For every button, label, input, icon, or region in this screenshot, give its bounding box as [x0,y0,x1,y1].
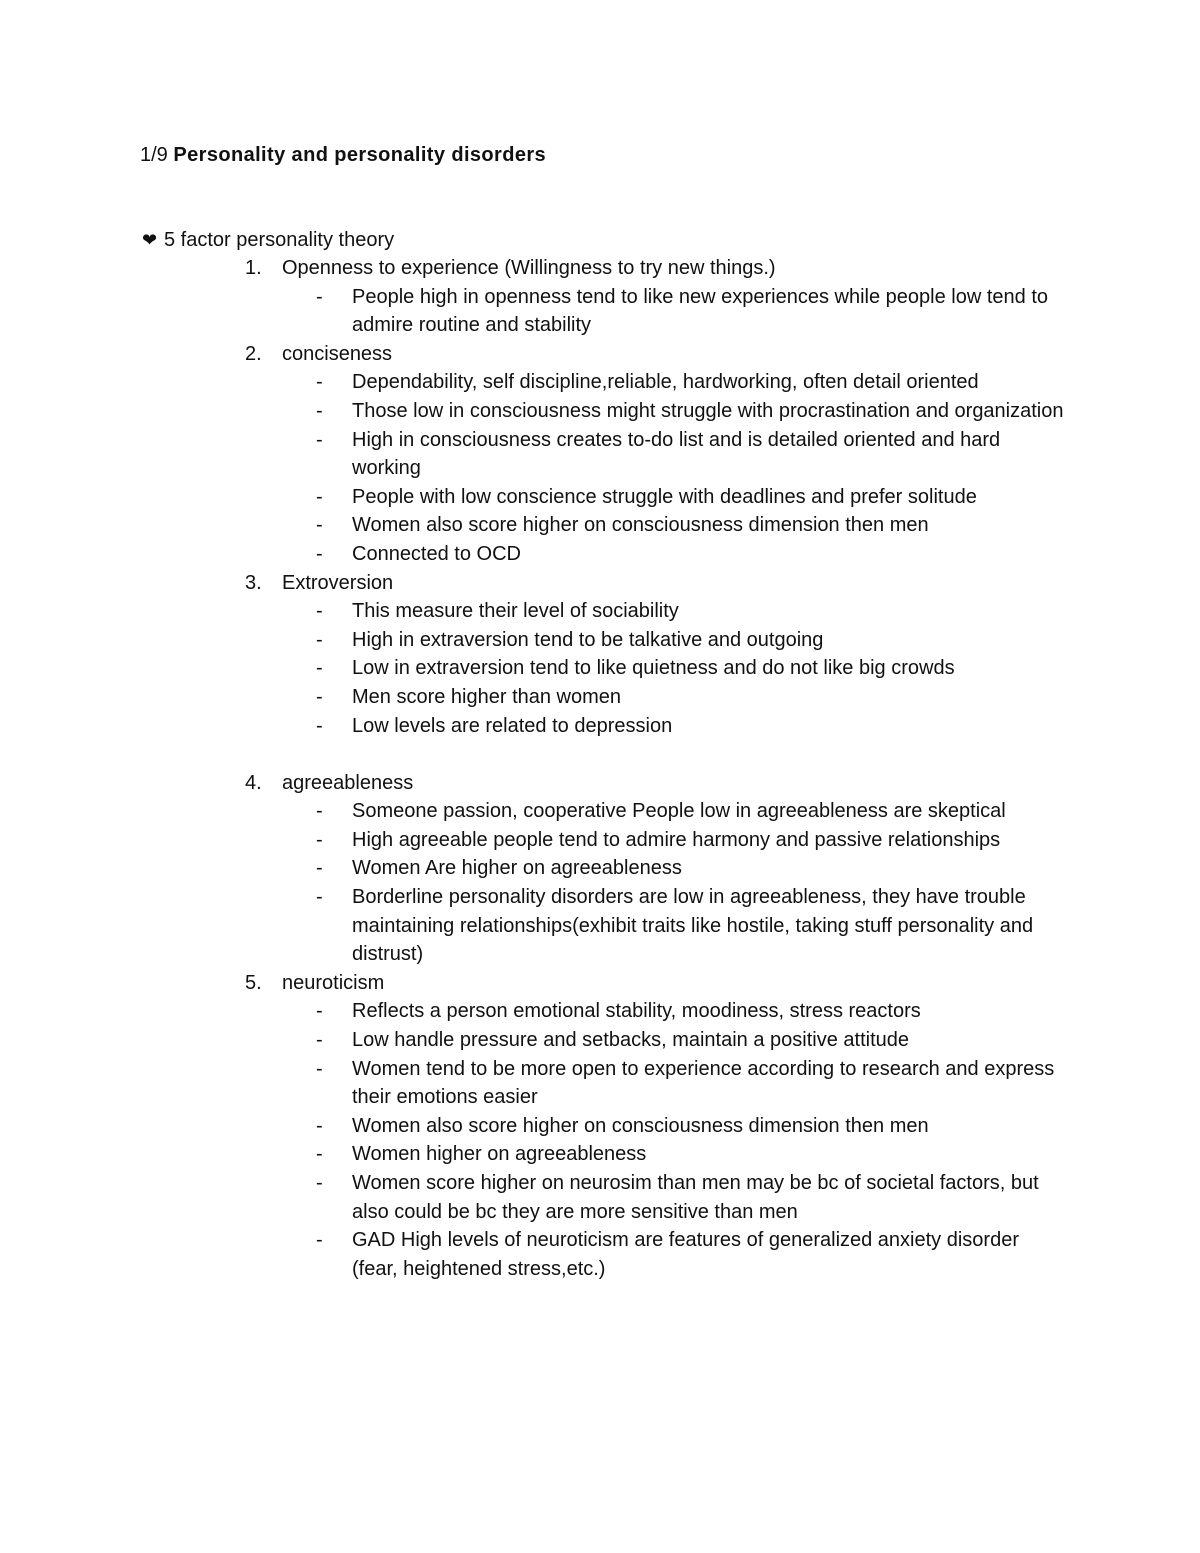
list-item-text: Dependability, self discipline,reliable, hardworking, often detail oriented [352,371,979,394]
section-header [0,569,1200,598]
dash-marker: - [316,628,323,651]
list-item-text: High agreeable people tend to admire harmony and passive relationships [352,828,1001,851]
section-label: Openness to experience (Willingness to try new things.) [282,257,776,279]
dash-marker: - [316,285,323,308]
section-number: 2. [245,342,262,365]
dash-marker: - [316,1057,323,1080]
list-item [0,654,1068,683]
title-heading: Personality and personality disorders [173,144,547,166]
list-item [0,626,1068,655]
list-item [0,1169,1068,1226]
dash-marker: - [316,685,323,708]
list-item [0,283,1068,340]
section-header [0,254,1200,283]
list-item [0,540,1068,569]
list-item-text: Someone passion, cooperative People low in agreeableness are skeptical [352,800,1006,823]
list-item [0,1055,1068,1112]
section-number: 1. [245,257,262,279]
list-item-text: Connected to OCD [352,542,521,565]
list-item [0,483,1068,512]
list-section [0,254,1200,340]
list-item-text: Women score higher on neurosim than men may be bc of societal factors, but also could be bc they are more sensitive than men [352,1172,1039,1223]
list-section [0,769,1200,969]
section-label: conciseness [282,342,393,365]
dash-marker: - [316,542,323,565]
list-item [0,997,1068,1026]
list-item-text: Borderline personality disorders are low in agreeableness, they have trouble maintaining relationships(exhibit traits like hostile, taking stuff personality and distrust) [352,886,1034,966]
heart-icon: ❤ [142,230,158,250]
topic-label: 5 factor personality theory [164,229,395,251]
list-item [0,1026,1068,1055]
dash-marker: - [316,1172,323,1194]
list-item-text: Women higher on agreeableness [352,1143,647,1166]
section-label: neuroticism [282,971,385,994]
page-title [140,141,546,169]
list-section [0,340,1200,569]
dash-marker: - [316,886,323,909]
dash-marker: - [316,1143,323,1166]
list-item [0,826,1068,855]
list-item-text: High in consciousness creates to-do list and is detailed oriented and hard working [352,428,1001,480]
title-date: 1/9 [140,144,168,166]
list-item-text: GAD High levels of neuroticism are features of generalized anxiety disorder (fear, heightened stress,etc.) [352,1229,1019,1280]
dash-marker: - [316,514,323,537]
dash-marker: - [316,399,323,422]
dash-marker: - [316,600,323,623]
list-item [0,797,1068,826]
dash-marker: - [316,371,323,394]
list-item [0,368,1068,397]
list-item-text: Those low in consciousness might struggle with procrastination and organization [352,399,1064,422]
section-number: 4. [245,771,262,794]
list-item-text: People with low conscience struggle with deadlines and prefer solitude [352,485,977,508]
dash-marker: - [316,485,323,508]
list-item-text: Low handle pressure and setbacks, maintain a positive attitude [352,1029,910,1052]
section-number: 5. [245,971,262,994]
list-item-text: Low levels are related to depression [352,714,673,737]
section-label: agreeableness [282,771,414,794]
list-item-text: Reflects a person emotional stability, moodiness, stress reactors [352,1000,921,1023]
list-item-text: People high in openness tend to like new experiences while people low tend to admire routine and stability [352,285,1049,337]
section-label: Extroversion [282,571,394,594]
list-item [0,1112,1068,1141]
list-item-text: High in extraversion tend to be talkative and outgoing [352,628,824,651]
list-item [0,1226,1068,1283]
list-section [0,969,1200,1284]
section-header [0,769,1200,798]
dash-marker: - [316,1000,323,1023]
list-item-text: Men score higher than women [352,685,622,708]
section-number: 3. [245,571,262,594]
list-item-text: This measure their level of sociability [352,600,679,623]
dash-marker: - [316,1029,323,1052]
dash-marker: - [316,1114,323,1137]
list-section [0,569,1200,741]
list-item [0,511,1068,540]
section-header [0,340,1200,369]
list-item [0,397,1068,426]
list-item-text: Women tend to be more open to experience according to research and express their emotions easier [352,1057,1055,1109]
list-item [0,426,1068,483]
dash-marker: - [316,857,323,880]
dash-marker: - [316,657,323,680]
list-item [0,712,1068,741]
list-item [0,683,1068,712]
list-item [0,597,1068,626]
dash-marker: - [316,800,323,823]
dash-marker: - [316,714,323,737]
numbered-list [0,254,1200,1283]
list-item-text: Women Are higher on agreeableness [352,857,682,880]
list-item-text: Women also score higher on consciousness dimension then men [352,514,929,537]
list-item-text: Women also score higher on consciousness dimension then men [352,1114,929,1137]
list-item [0,1140,1068,1169]
list-item [0,854,1068,883]
section-header [0,969,1200,998]
dash-marker: - [316,1229,323,1252]
list-item [0,883,1068,969]
list-item-text: Low in extraversion tend to like quietness and do not like big crowds [352,657,955,680]
topic-line [142,226,394,254]
dash-marker: - [316,828,323,851]
dash-marker: - [316,428,323,451]
